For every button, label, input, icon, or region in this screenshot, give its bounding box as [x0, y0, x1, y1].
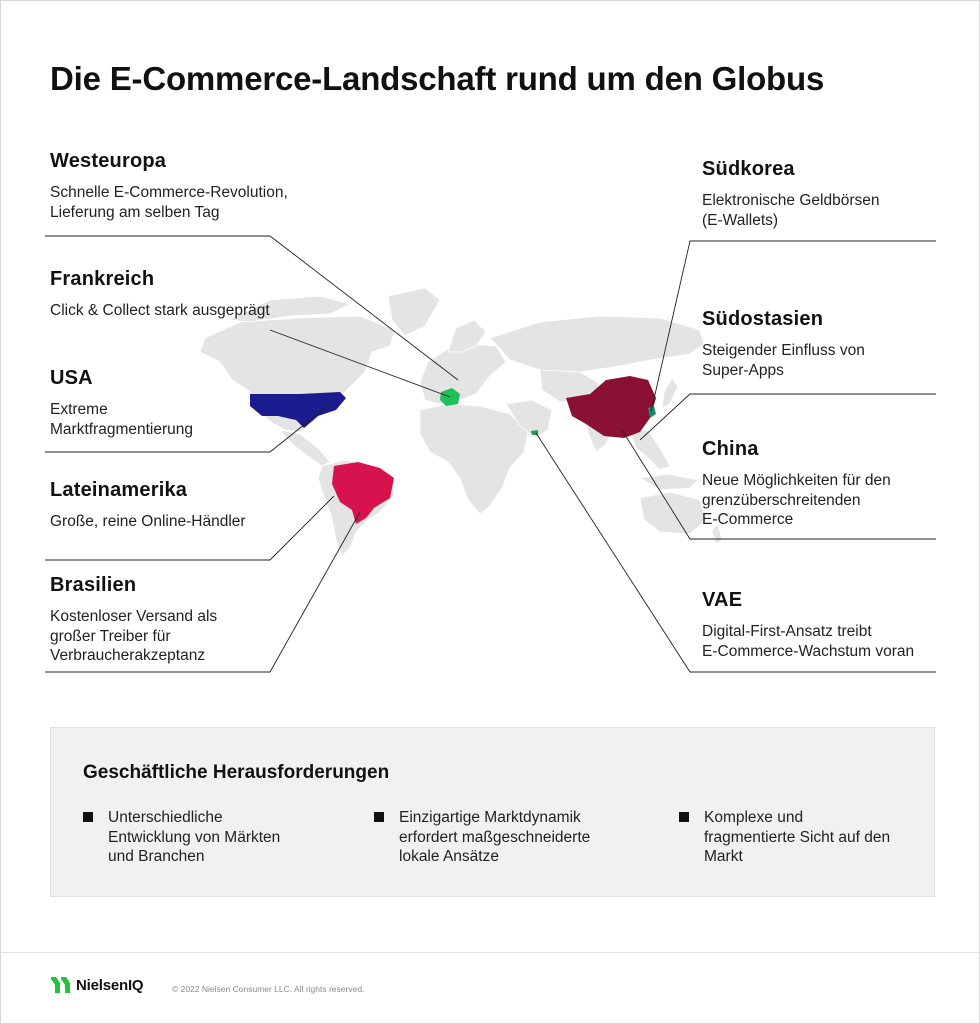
region-name: Frankreich — [50, 268, 155, 290]
region-description: Neue Möglichkeiten für den grenzüberschreitenden E-Commerce — [702, 472, 891, 528]
africa-land — [420, 404, 528, 514]
japan-land — [662, 378, 678, 408]
australia-land — [640, 492, 706, 534]
greenland-land — [388, 288, 440, 336]
region-name: Lateinamerika — [50, 479, 188, 501]
challenge-item — [83, 808, 323, 867]
region-description: Schnelle E-Commerce-Revolution, Lieferung am selben Tag — [50, 184, 288, 221]
suedostasien-connector — [640, 394, 936, 440]
region-name: USA — [50, 367, 93, 389]
challenge-text: Einzigartige Marktdynamik erfordert maßgeschneiderte lokale Ansätze — [399, 809, 591, 865]
challenge-text: Komplexe und fragmentierte Sicht auf den Markt — [704, 809, 891, 865]
europe-land — [420, 344, 506, 404]
central-america-land — [280, 430, 330, 466]
region-vae — [702, 589, 914, 661]
square-bullet-icon — [374, 812, 384, 822]
region-suedostasien — [702, 308, 865, 380]
region-name: VAE — [702, 589, 743, 611]
region-description: Digital-First-Ansatz treibt E-Commerce-Wachstum voran — [702, 623, 915, 660]
region-description: Kostenloser Versand als großer Treiber für Verbraucherakzeptanz — [50, 608, 218, 664]
region-description: Click & Collect stark ausgeprägt — [50, 302, 270, 319]
region-description: Extreme Marktfragmentierung — [50, 401, 194, 438]
indonesia-land — [640, 474, 698, 490]
challenge-item — [374, 808, 614, 867]
region-usa — [50, 367, 193, 439]
southeast-asia-land — [630, 430, 670, 470]
region-name: Südostasien — [702, 308, 824, 330]
region-brasilien — [50, 574, 217, 666]
region-description: Steigender Einfluss von Super-Apps — [702, 342, 865, 379]
region-westeuropa — [50, 150, 288, 222]
copyright-text: © 2022 Nielsen Consumer LLC. All rights reserved. — [172, 984, 365, 994]
region-china — [702, 438, 891, 530]
challenge-text: Unterschiedliche Entwicklung von Märkten und Branchen — [108, 809, 281, 865]
footer-divider — [0, 952, 980, 953]
region-name: Westeuropa — [50, 150, 167, 172]
page-title: Die E-Commerce-Landschaft rund um den Globus — [50, 60, 825, 97]
challenges-title: Geschäftliche Herausforderungen — [83, 762, 390, 783]
region-description: Große, reine Online-Händler — [50, 513, 246, 530]
nielseniq-logo — [50, 975, 143, 995]
challenge-item — [679, 808, 919, 867]
region-name: Südkorea — [702, 158, 795, 180]
challenges-box — [50, 727, 935, 897]
square-bullet-icon — [679, 812, 689, 822]
region-name: Brasilien — [50, 574, 137, 596]
russia-land — [490, 316, 704, 372]
region-frankreich — [50, 268, 270, 321]
square-bullet-icon — [83, 812, 93, 822]
region-name: China — [702, 438, 759, 460]
region-description: Elektronische Geldbörsen (E-Wallets) — [702, 192, 880, 229]
region-suedkorea — [702, 158, 880, 230]
nielseniq-logo-icon — [50, 975, 72, 995]
region-lateinamerika — [50, 479, 246, 532]
logo-wordmark: NielsenIQ — [76, 976, 144, 994]
